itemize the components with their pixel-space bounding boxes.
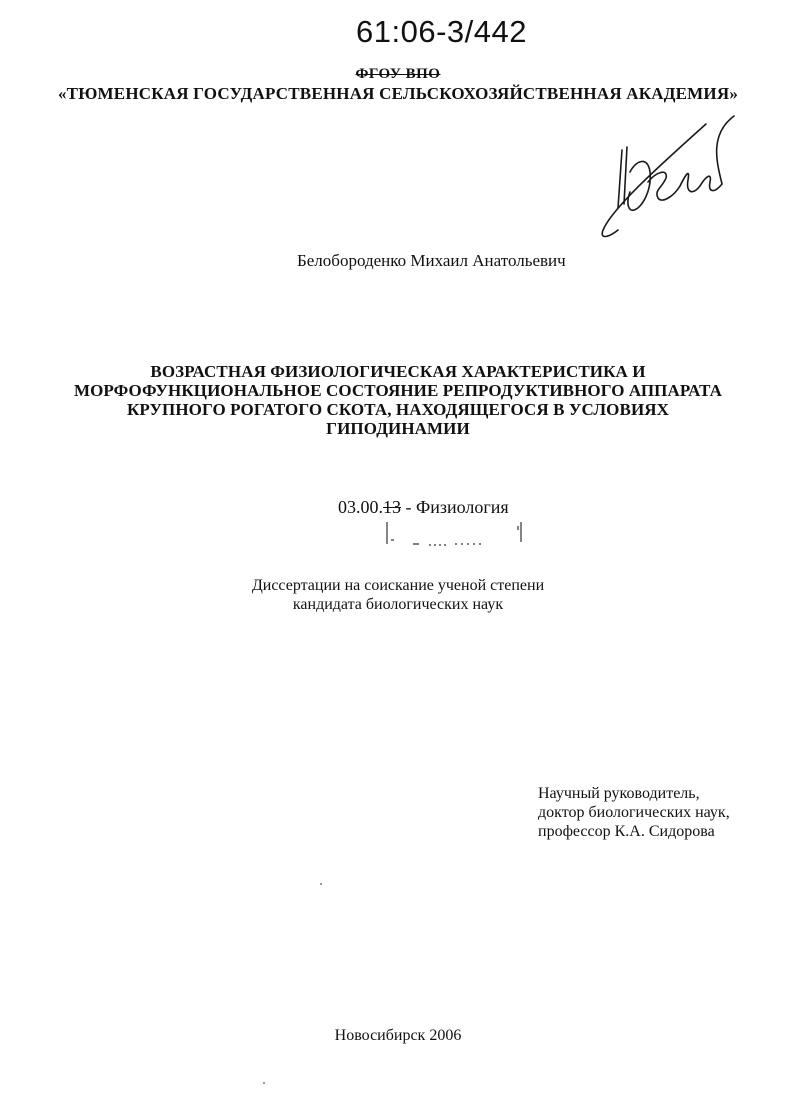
scan-speck <box>263 1082 265 1084</box>
scan-speck <box>320 883 322 885</box>
specialty-code-prefix: 03.00. <box>338 497 383 517</box>
handwritten-signature-icon <box>596 112 736 240</box>
advisor-role: Научный руководитель, <box>538 785 700 802</box>
advisor-name: профессор К.А. Сидорова <box>538 823 715 840</box>
specialty-name: - Физиология <box>401 497 509 517</box>
organization-abbreviation: ФГОУ ВПО <box>355 66 441 82</box>
thesis-title-line: МОРФОФУНКЦИОНАЛЬНОЕ СОСТОЯНИЕ РЕПРОДУКТИВНОГО АППАРАТА <box>73 381 723 400</box>
author-name: Белобороденко Михаил Анатольевич <box>297 251 566 270</box>
thesis-title-line: ВОЗРАСТНАЯ ФИЗИОЛОГИЧЕСКАЯ ХАРАКТЕРИСТИКА И <box>150 362 646 381</box>
stamp-box-marks <box>385 522 525 550</box>
advisor-degree: доктор биологических наук, <box>538 804 730 821</box>
organization-name: «ТЮМЕНСКАЯ ГОСУДАРСТВЕННАЯ СЕЛЬСКОХОЗЯЙСТВЕННАЯ АКАДЕМИЯ» <box>57 84 739 103</box>
archive-code: 61:06-3/442 <box>356 14 527 49</box>
specialty-code-struck: 13 <box>383 497 401 517</box>
thesis-title-line: КРУПНОГО РОГАТОГО СКОТА, НАХОДЯЩЕГОСЯ В УСЛОВИЯХ <box>126 400 670 419</box>
thesis-title-line: ГИПОДИНАМИИ <box>326 419 470 438</box>
degree-line-1: Диссертации на соискание ученой степени <box>251 577 545 594</box>
degree-line-2: кандидата биологических наук <box>292 596 504 613</box>
city-year: Новосибирск 2006 <box>334 1027 462 1044</box>
specialty-code <box>338 497 509 518</box>
